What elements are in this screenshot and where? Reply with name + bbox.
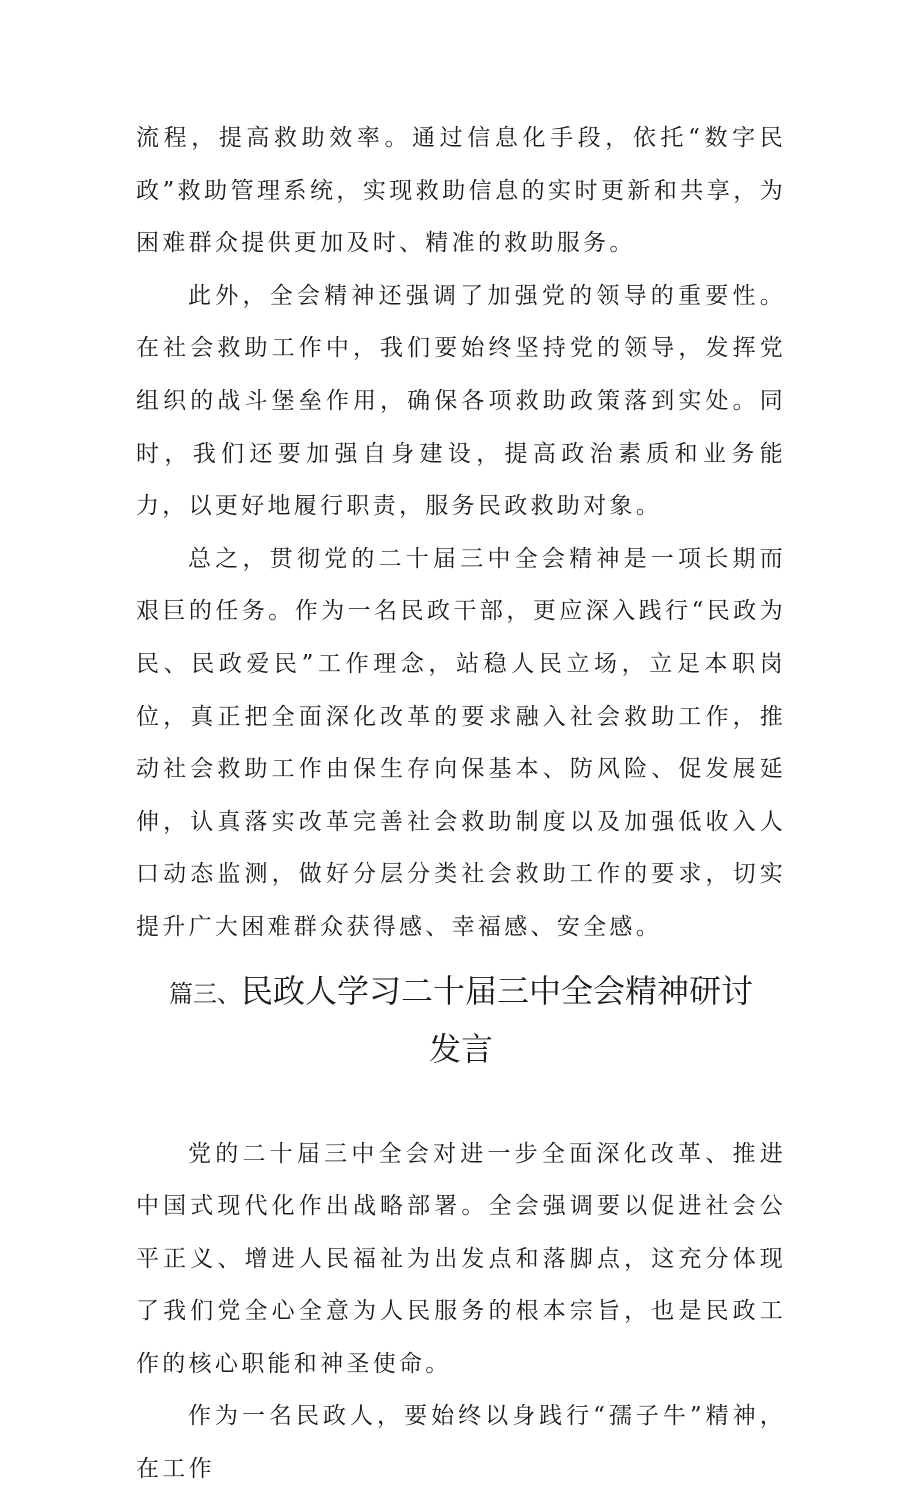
section-heading-line1 bbox=[136, 962, 786, 1020]
paragraph-plenum: 党的二十届三中全会对进一步全面深化改革、推进中国式现代化作出战略部署。全会强调要以促进社会公平正义、增进人民福祉为出发点和落脚点，这充分体现了我们党全心全意为人民服务的根本宗旨，也是民政工作的核心职能和神圣使命。 bbox=[136, 1140, 786, 1377]
section-title: 民政人学习二十届三中全会精神研讨 bbox=[240, 971, 753, 1010]
section-number: 篇三、 bbox=[168, 979, 241, 1008]
section-heading bbox=[136, 962, 786, 1078]
paragraph-leadership: 此外，全会精神还强调了加强党的领导的重要性。在社会救助工作中，我们要始终坚持党的领导，发挥党组织的战斗堡垒作用，确保各项救助政策落到实处。同时，我们还要加强自身建设，提高政治素质和业务能力，以更好地履行职责，服务民政救助对象。 bbox=[136, 282, 786, 520]
document-body bbox=[136, 112, 786, 1496]
paragraph-continued: 流程，提高救助效率。通过信息化手段，依托“数字民政”救助管理系统，实现救助信息的实时更新和共享，为困难群众提供更加及时、精准的救助服务。 bbox=[136, 125, 786, 257]
paragraph-civil-affairs: 作为一名民政人，要始终以身践行“孺子牛”精神，在工作 bbox=[136, 1403, 786, 1483]
section-title-continued: 发言 bbox=[428, 1029, 493, 1068]
spacer bbox=[136, 1078, 786, 1128]
paragraph-conclusion: 总之，贯彻党的二十届三中全会精神是一项长期而艰巨的任务。作为一名民政干部，更应深入践行“民政为民、民政爱民”工作理念，站稳人民立场，立足本职岗位，真正把全面深化改革的要求融入社会救助工作，推动社会救助工作由保生存向保基本、防风险、促发展延伸，认真落实改革完善社会救助制度以及加强低收入人口动态监测，做好分层分类社会救助工作的要求，切实提升广大困难群众获得感、幸福感、安全感。 bbox=[136, 545, 786, 940]
